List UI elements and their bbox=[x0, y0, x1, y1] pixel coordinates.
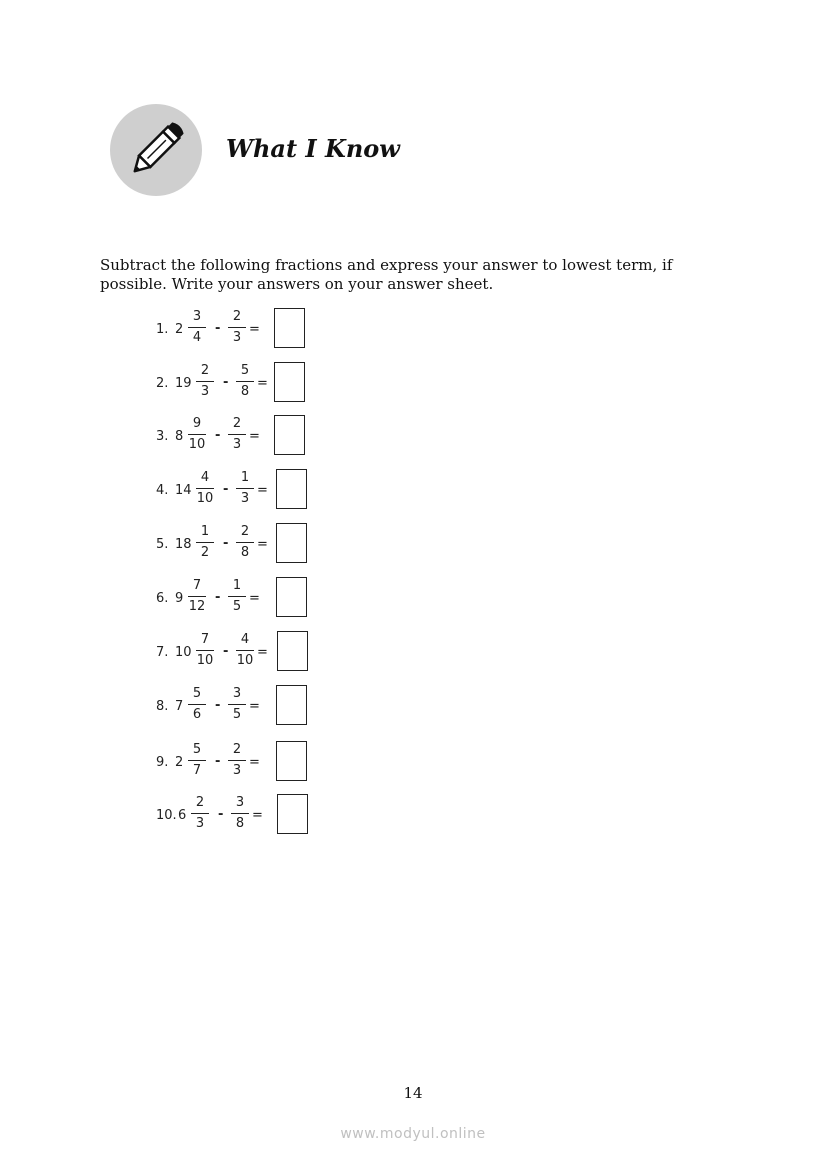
fraction-minuend bbox=[185, 577, 209, 616]
denominator: 3 bbox=[240, 491, 250, 506]
fraction-bar bbox=[188, 596, 206, 597]
numerator: 3 bbox=[232, 686, 242, 701]
problem-number: 7. bbox=[156, 645, 169, 660]
denominator: 3 bbox=[232, 437, 242, 452]
fraction-bar bbox=[236, 650, 254, 651]
fraction-minuend bbox=[188, 794, 212, 833]
minus-sign: - bbox=[223, 644, 229, 659]
problem-number: 6. bbox=[156, 591, 169, 606]
numerator: 4 bbox=[240, 632, 250, 647]
minus-sign: - bbox=[218, 807, 224, 822]
problem-number: 5. bbox=[156, 537, 169, 552]
fraction-bar bbox=[191, 813, 209, 814]
whole-number: 2 bbox=[175, 755, 184, 770]
numerator: 2 bbox=[200, 363, 210, 378]
problem-number: 3. bbox=[156, 429, 169, 444]
denominator: 3 bbox=[195, 816, 205, 831]
fraction-bar bbox=[188, 760, 206, 761]
fraction-bar bbox=[236, 381, 254, 382]
fraction-bar bbox=[196, 650, 214, 651]
problem-number: 10. bbox=[156, 808, 177, 823]
fraction-bar bbox=[196, 488, 214, 489]
denominator: 7 bbox=[192, 763, 202, 778]
whole-number: 8 bbox=[175, 429, 184, 444]
problem-number: 4. bbox=[156, 483, 169, 498]
fraction-bar bbox=[196, 542, 214, 543]
problem-number: 9. bbox=[156, 755, 169, 770]
answer-box[interactable] bbox=[277, 631, 308, 671]
numerator: 2 bbox=[232, 742, 242, 757]
whole-number: 9 bbox=[175, 591, 184, 606]
equals-sign: = bbox=[257, 645, 268, 660]
denominator: 10 bbox=[196, 491, 214, 506]
numerator: 2 bbox=[232, 309, 242, 324]
fraction-minuend bbox=[185, 741, 209, 780]
equals-sign: = bbox=[257, 376, 268, 391]
equals-sign: = bbox=[249, 699, 260, 714]
denominator: 3 bbox=[232, 763, 242, 778]
denominator: 5 bbox=[232, 599, 242, 614]
fraction-bar bbox=[228, 596, 246, 597]
fraction-bar bbox=[236, 488, 254, 489]
numerator: 2 bbox=[195, 795, 205, 810]
equals-sign: = bbox=[249, 429, 260, 444]
answer-box[interactable] bbox=[276, 523, 307, 563]
fraction-subtrahend bbox=[225, 685, 249, 724]
minus-sign: - bbox=[215, 754, 221, 769]
answer-box[interactable] bbox=[276, 685, 307, 725]
fraction-minuend bbox=[185, 685, 209, 724]
numerator: 9 bbox=[192, 416, 202, 431]
fraction-subtrahend bbox=[233, 362, 257, 401]
numerator: 3 bbox=[235, 795, 245, 810]
section-title: What I Know bbox=[226, 134, 400, 163]
equals-sign: = bbox=[249, 322, 260, 337]
denominator: 12 bbox=[188, 599, 206, 614]
answer-box[interactable] bbox=[276, 741, 307, 781]
denominator: 5 bbox=[232, 707, 242, 722]
answer-box[interactable] bbox=[276, 577, 307, 617]
answer-box[interactable] bbox=[276, 469, 307, 509]
denominator: 3 bbox=[232, 330, 242, 345]
equals-sign: = bbox=[252, 808, 263, 823]
instructions-text: Subtract the following fractions and express your answer to lowest term, if possible. Write your answers on your answer sheet. bbox=[100, 256, 673, 293]
whole-number: 18 bbox=[175, 537, 192, 552]
numerator: 5 bbox=[240, 363, 250, 378]
page-number: 14 bbox=[403, 1084, 423, 1102]
fraction-minuend bbox=[185, 308, 209, 347]
whole-number: 2 bbox=[175, 322, 184, 337]
fraction-bar bbox=[188, 327, 206, 328]
denominator: 8 bbox=[240, 384, 250, 399]
equals-sign: = bbox=[249, 755, 260, 770]
denominator: 8 bbox=[235, 816, 245, 831]
numerator: 1 bbox=[240, 470, 250, 485]
problem-number: 8. bbox=[156, 699, 169, 714]
fraction-bar bbox=[188, 434, 206, 435]
whole-number: 19 bbox=[175, 376, 192, 391]
whole-number: 7 bbox=[175, 699, 184, 714]
equals-sign: = bbox=[257, 483, 268, 498]
fraction-subtrahend bbox=[233, 469, 257, 508]
minus-sign: - bbox=[215, 590, 221, 605]
denominator: 10 bbox=[236, 653, 254, 668]
denominator: 3 bbox=[200, 384, 210, 399]
fraction-subtrahend bbox=[225, 741, 249, 780]
numerator: 1 bbox=[200, 524, 210, 539]
answer-box[interactable] bbox=[277, 794, 308, 834]
numerator: 3 bbox=[192, 309, 202, 324]
answer-box[interactable] bbox=[274, 415, 305, 455]
minus-sign: - bbox=[223, 536, 229, 551]
denominator: 2 bbox=[200, 545, 210, 560]
fraction-minuend bbox=[193, 523, 217, 562]
minus-sign: - bbox=[223, 375, 229, 390]
numerator: 5 bbox=[192, 686, 202, 701]
denominator: 8 bbox=[240, 545, 250, 560]
fraction-bar bbox=[188, 704, 206, 705]
problem-number: 1. bbox=[156, 322, 169, 337]
fraction-bar bbox=[228, 327, 246, 328]
fraction-subtrahend bbox=[228, 794, 252, 833]
denominator: 10 bbox=[196, 653, 214, 668]
fraction-subtrahend bbox=[225, 415, 249, 454]
fraction-minuend bbox=[185, 415, 209, 454]
numerator: 2 bbox=[232, 416, 242, 431]
denominator: 4 bbox=[192, 330, 202, 345]
minus-sign: - bbox=[223, 482, 229, 497]
fraction-bar bbox=[228, 760, 246, 761]
fraction-subtrahend bbox=[225, 308, 249, 347]
numerator: 2 bbox=[240, 524, 250, 539]
fraction-bar bbox=[236, 542, 254, 543]
answer-box[interactable] bbox=[274, 362, 305, 402]
fraction-minuend bbox=[193, 631, 217, 670]
whole-number: 6 bbox=[178, 808, 187, 823]
fraction-minuend bbox=[193, 362, 217, 401]
problem-number: 2. bbox=[156, 376, 169, 391]
fraction-bar bbox=[231, 813, 249, 814]
fraction-subtrahend bbox=[233, 631, 257, 670]
fraction-bar bbox=[196, 381, 214, 382]
equals-sign: = bbox=[257, 537, 268, 552]
whole-number: 10 bbox=[175, 645, 192, 660]
fraction-subtrahend bbox=[233, 523, 257, 562]
fraction-minuend bbox=[193, 469, 217, 508]
numerator: 5 bbox=[192, 742, 202, 757]
numerator: 1 bbox=[232, 578, 242, 593]
answer-box[interactable] bbox=[274, 308, 305, 348]
fraction-bar bbox=[228, 434, 246, 435]
equals-sign: = bbox=[249, 591, 260, 606]
numerator: 4 bbox=[200, 470, 210, 485]
minus-sign: - bbox=[215, 698, 221, 713]
fraction-subtrahend bbox=[225, 577, 249, 616]
denominator: 6 bbox=[192, 707, 202, 722]
pencil-icon bbox=[110, 104, 202, 196]
minus-sign: - bbox=[215, 428, 221, 443]
numerator: 7 bbox=[200, 632, 210, 647]
whole-number: 14 bbox=[175, 483, 192, 498]
fraction-bar bbox=[228, 704, 246, 705]
minus-sign: - bbox=[215, 321, 221, 336]
denominator: 10 bbox=[188, 437, 206, 452]
numerator: 7 bbox=[192, 578, 202, 593]
watermark: www.modyul.online bbox=[340, 1126, 486, 1142]
